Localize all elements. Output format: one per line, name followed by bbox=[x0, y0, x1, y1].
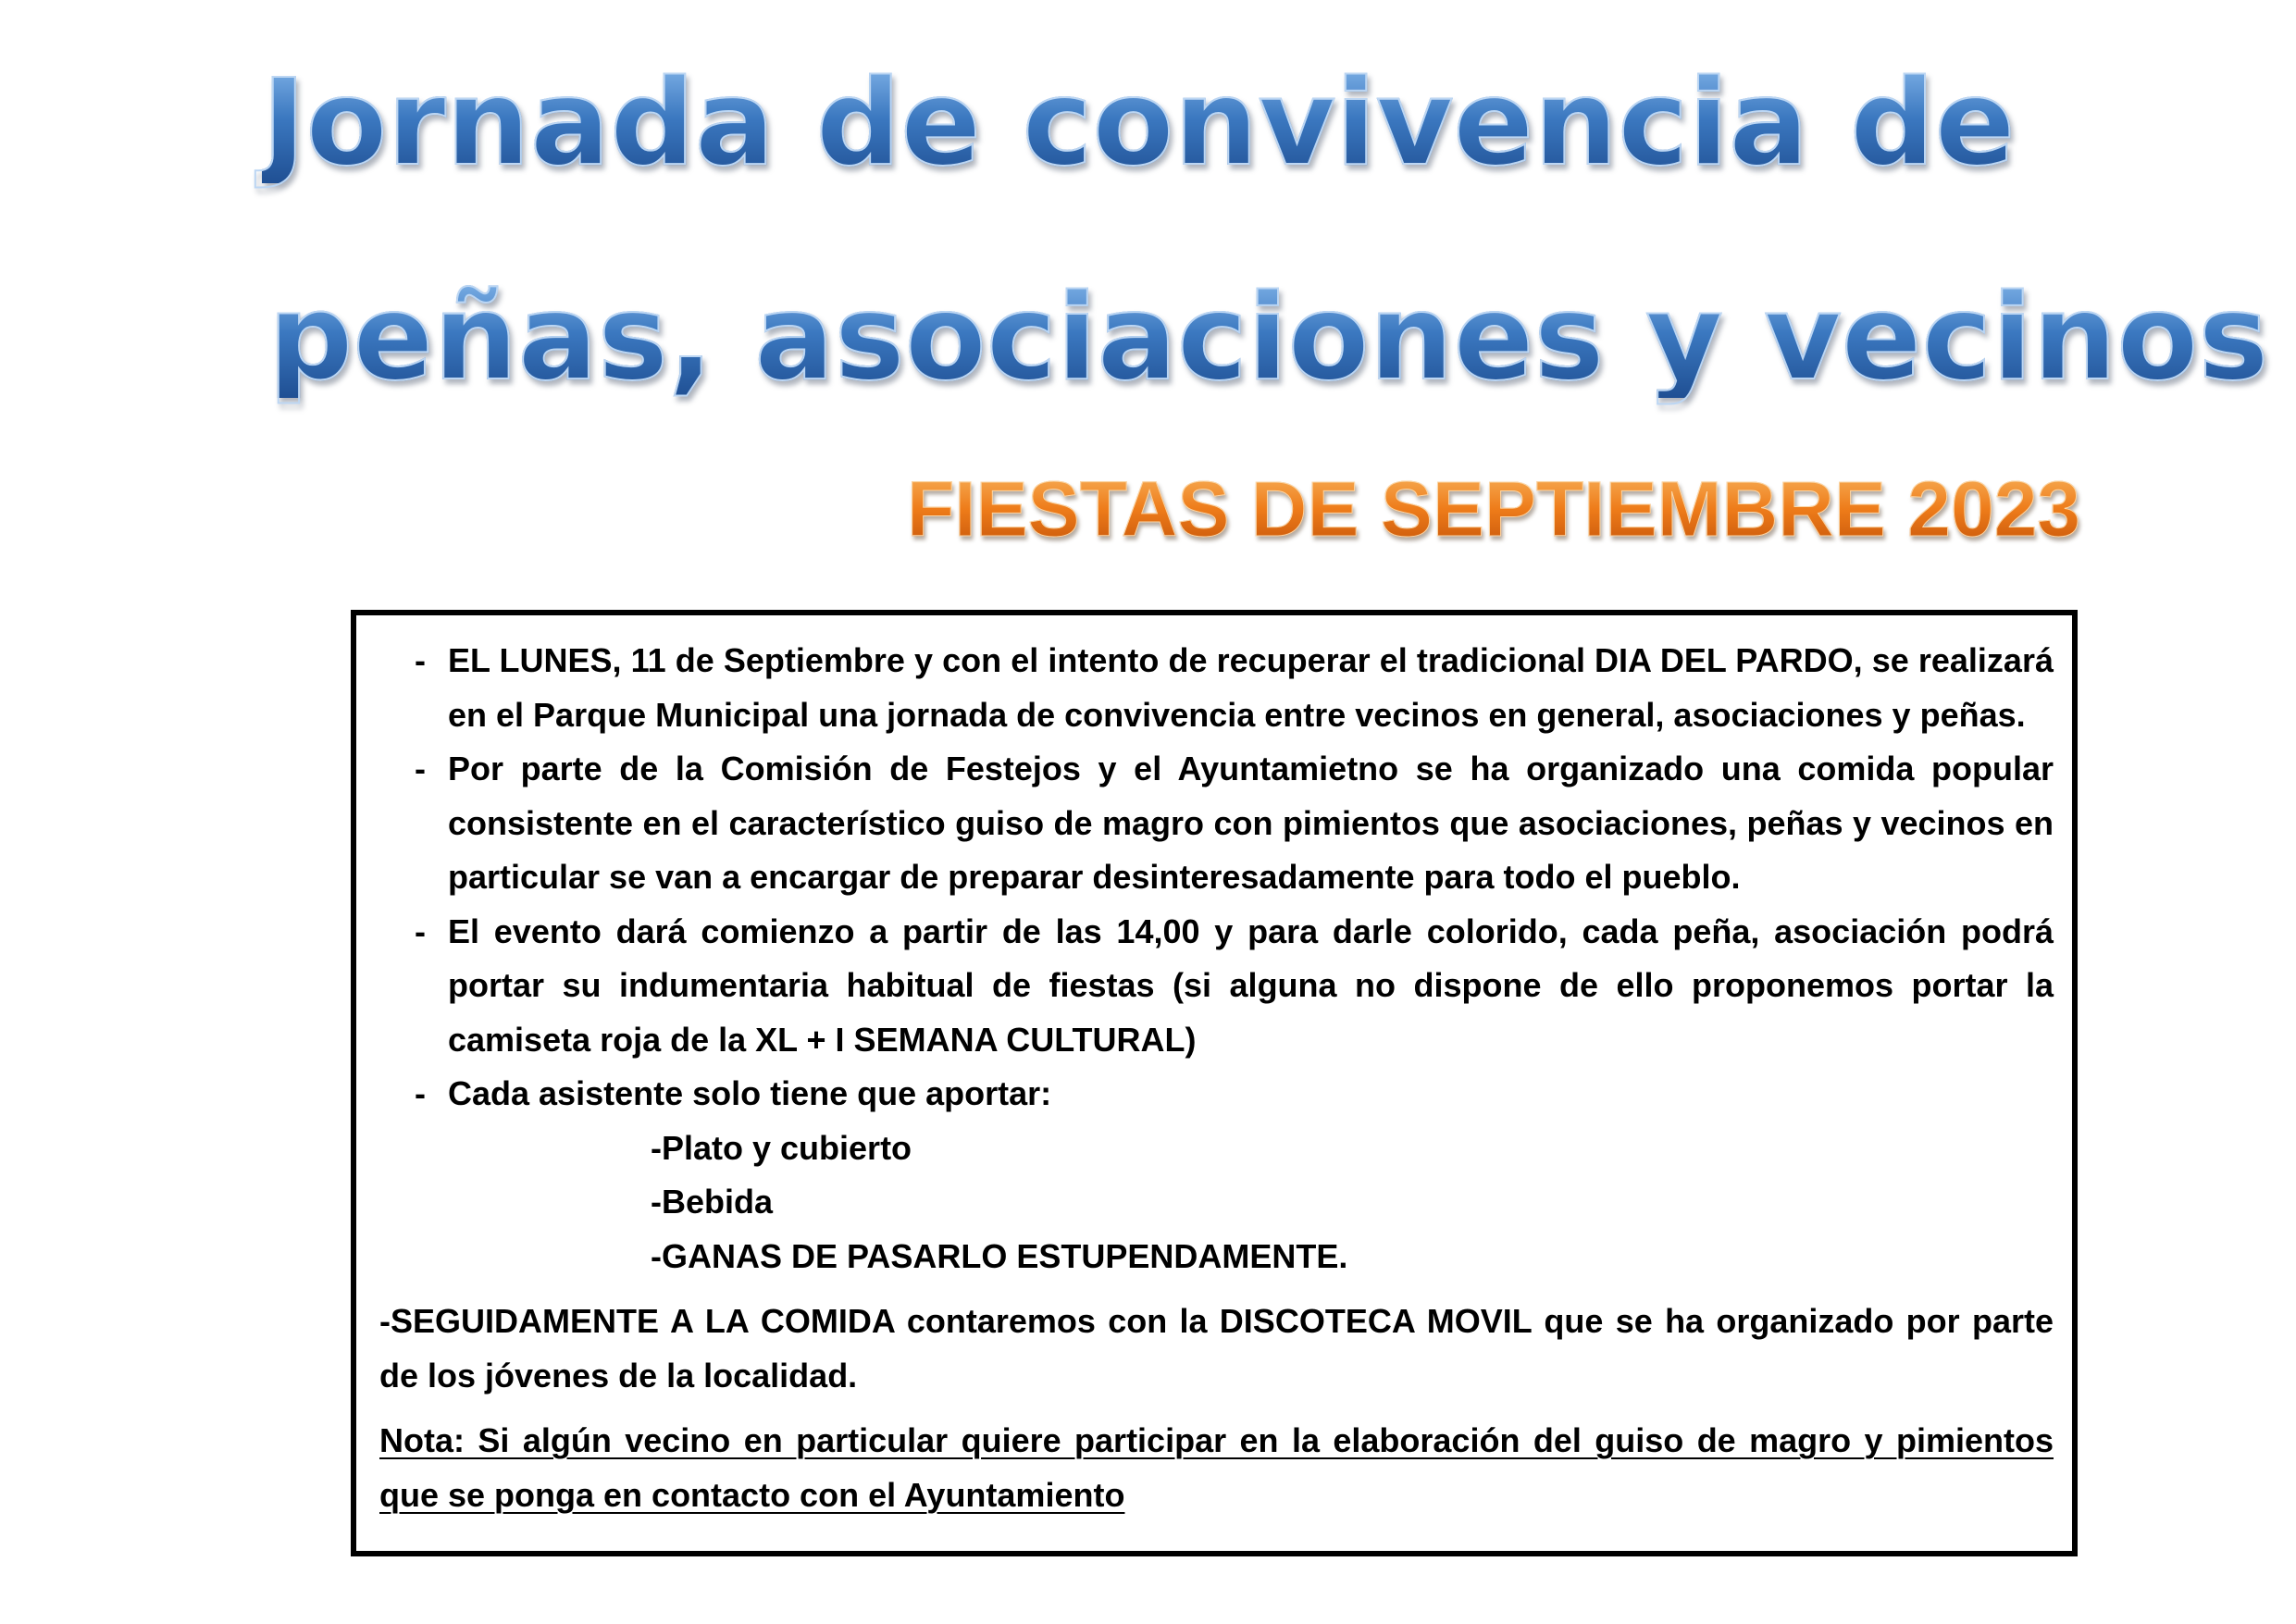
page-title-line-2: peñas, asociaciones y vecinos bbox=[268, 269, 2269, 407]
page-title-line-1: Jornada de convivencia de bbox=[262, 55, 2016, 192]
announcement-list bbox=[379, 634, 2054, 1122]
note-paragraph: Nota: Si algún vecino en particular quiere participar en la elaboración del guiso de magro y pimientos que se ponga en contacto con el Ayuntamiento bbox=[379, 1421, 2054, 1514]
list-item-date: - EL LUNES, 11 de Septiembre y con el intento de recuperar el tradicional DIA DEL PARDO, se realizará en el Parque Municipal una jornada de convivencia entre vecinos en general, asociaciones y peñas. bbox=[379, 634, 2054, 742]
announcement-box bbox=[351, 610, 2078, 1556]
list-item-organization: - Por parte de la Comisión de Festejos y el Ayuntamietno se ha organizado una comida popular consistente en el característico guiso de magro con pimientos que asociaciones, peñas y vecinos en particular se van a encargar de preparar desinteresadamente para todo el pueblo. bbox=[379, 742, 2054, 905]
bring-item-drink: -Bebida bbox=[651, 1183, 774, 1221]
bring-item-plate: -Plato y cubierto bbox=[651, 1128, 912, 1167]
after-meal-paragraph: -SEGUIDAMENTE A LA COMIDA contaremos con la DISCOTECA MOVIL que se ha organizado por parte de los jóvenes de la localidad. bbox=[379, 1302, 2054, 1395]
list-item-requirements: - Cada asistente solo tiene que aportar: bbox=[379, 1067, 2054, 1122]
list-item-start-time: - El evento dará comienzo a partir de las 14,00 y para darle colorido, cada peña, asociación podrá portar su indumentaria habitual de fiestas (si alguna no dispone de ello proponemos portar la camiseta roja de la XL + I SEMANA CULTURAL) bbox=[379, 905, 2054, 1068]
event-subtitle: FIESTAS DE SEPTIEMBRE 2023 bbox=[907, 465, 2081, 552]
bring-item-attitude: -GANAS DE PASARLO ESTUPENDAMENTE. bbox=[651, 1236, 1348, 1275]
